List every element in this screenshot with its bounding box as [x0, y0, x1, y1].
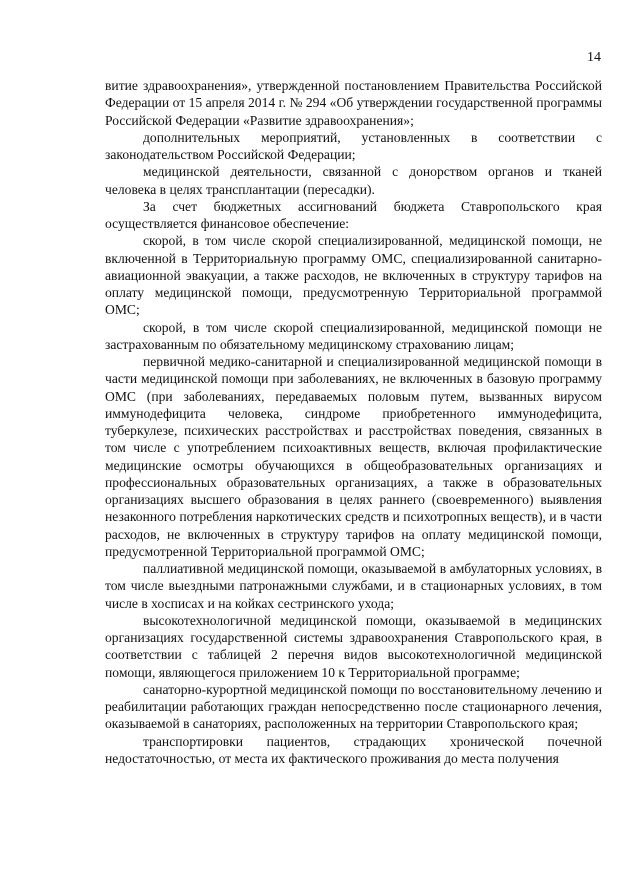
paragraph: скорой, в том числе скорой специализированной, медицинской помощи, не включенной в Территориальную программу ОМС, специализированной санитарно-авиационной эвакуации, а также расходов, не включенных в структуру тарифов на оплату медицинской помощи, предусмотренную Территориальной программой ОМС;	[105, 233, 602, 318]
paragraph: санаторно-курортной медицинской помощи по восстановительному лечению и реабилитации работающих граждан непосредственно после стационарного лечения, оказываемой в санаториях, расположенных на территории Ставропольского края;	[105, 681, 602, 732]
paragraph: скорой, в том числе скорой специализированной, медицинской помощи не застрахованным по обязательному медицинскому страхованию лицам;	[105, 319, 602, 352]
paragraph: паллиативной медицинской помощи, оказываемой в амбулаторных условиях, в том числе выездными патронажными службами, и в стационарных условиях, в том числе в хосписах и на койках сестринского ухода;	[105, 561, 602, 611]
paragraph: транспортировки пациентов, страдающих хронической почечной недостаточностью, от места их фактического проживания до места получения	[105, 733, 602, 766]
paragraph: За счет бюджетных ассигнований бюджета Ставропольского края осуществляется финансовое обеспечение:	[105, 198, 602, 231]
page-number: 14	[587, 50, 601, 65]
paragraph: высокотехнологичной медицинской помощи, оказываемой в медицинских организациях государственной системы здравоохранения Ставропольского края, в соответствии с таблицей 2 перечня видов высокотехнологичной медицинской помощи, являющегося приложением 10 к Территориальной программе;	[105, 612, 602, 680]
paragraph: медицинской деятельности, связанной с донорством органов и тканей человека в целях трансплантации (пересадки).	[105, 164, 602, 197]
paragraph: первичной медико-санитарной и специализированной медицинской помощи в части медицинской помощи при заболеваниях, не включенных в базовую программу ОМС (при заболеваниях, передаваемых половым путем, вызванных вирусом иммунодефицита человека, синдроме приобретенного иммунодефицита, туберкулезе, психических расстройствах и расстройствах поведения, связанных в том числе с употреблением психоактивных веществ, включая профилактические медицинские осмотры обучающихся в общеобразовательных организациях и профессиональных образовательных организациях, а также в образовательных организациях высшего образования в целях раннего (своевременного) выявления незаконного потребления наркотических средств и психотропных веществ), и в части расходов, не включенных в структуру тарифов на оплату медицинской помощи, предусмотренной Территориальной программой ОМС;	[105, 354, 602, 559]
paragraph: дополнительных мероприятий, установленных в соответствии с законодательством Российской Федерации;	[105, 129, 602, 162]
paragraph: витие здравоохранения», утвержденной постановлением Правительства Российской Федерации от 15 апреля 2014 г. № 294 «Об утверждении государственной программы Российской Федерации «Развитие здравоохранения»;	[105, 78, 602, 128]
document-body	[105, 77, 602, 767]
